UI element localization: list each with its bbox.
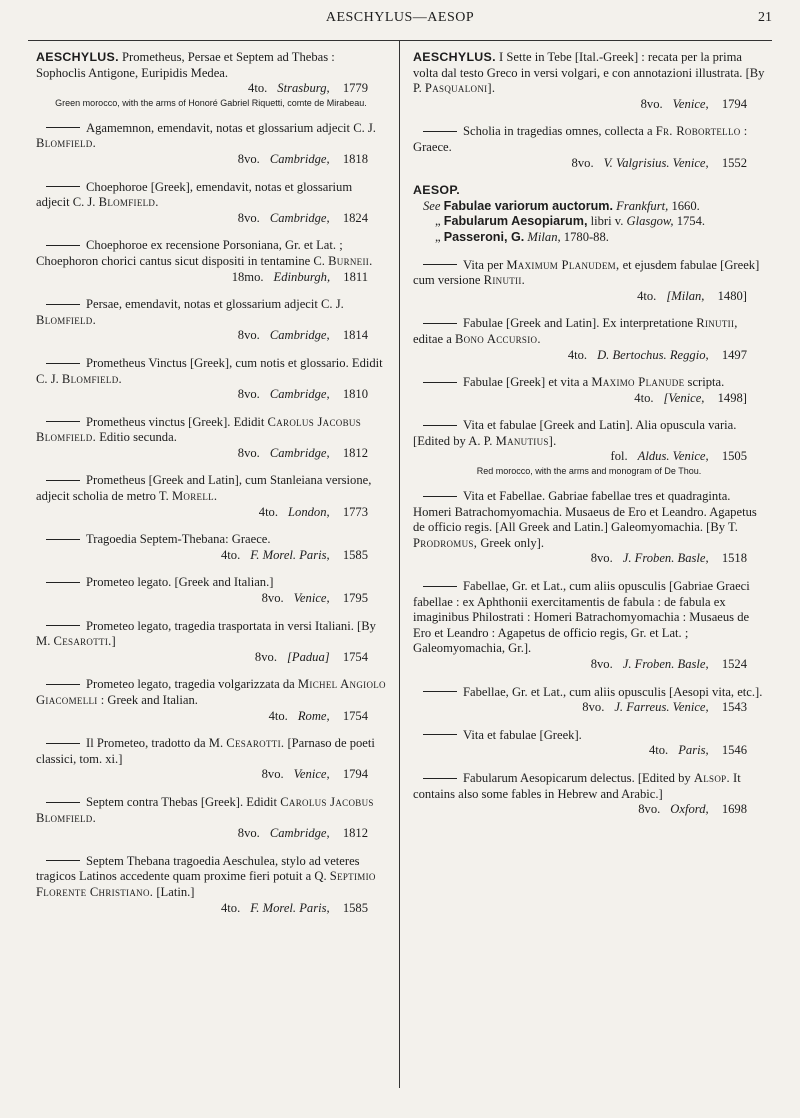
running-head: AESCHYLUS—AESOP — [325, 10, 475, 25]
entry-text — [413, 375, 765, 391]
entry-title: Fabellae, Gr. et Lat., cum aliis opusculis [Gabriae Graeci fabellae : ex Aphthonii exercitamentis de fabula : de fabula ex imaginibus Philostrati : Homeri Batrachomyomachia : Musaeus de Ero et Leandro : Agapetus de officio regis, Gr. et Lat. ; Galeomyomachia, Gr.]. — [413, 579, 750, 656]
ditto-dash — [423, 323, 457, 324]
entry-imprint — [36, 387, 386, 403]
entry-imprint — [36, 591, 386, 607]
header-rule — [28, 40, 772, 41]
ditto-dash — [423, 734, 457, 735]
entry-format: 8vo. — [237, 328, 260, 343]
entry-name: Manutius]. — [495, 433, 557, 448]
see-also-year: 1780-88. — [563, 229, 609, 244]
entry-imprint — [36, 650, 386, 666]
entry-place: F. Morel. Paris, — [250, 900, 330, 915]
entry-text — [36, 50, 386, 81]
ditto-dash — [46, 363, 80, 364]
entry-text — [36, 854, 386, 901]
entry-text — [413, 316, 765, 347]
entry-name: Carolus Jacobus Blomfield. — [36, 414, 361, 445]
entry-imprint — [36, 211, 386, 227]
entry-text — [36, 473, 386, 504]
entry-text — [413, 183, 765, 199]
entry-place: V. Valgrisius. Venice, — [603, 155, 709, 170]
entry-year: 1505 — [721, 449, 747, 464]
see-also-place: Glasgow, — [626, 214, 674, 229]
catalog-entry — [413, 258, 765, 305]
catalog-entry — [36, 238, 386, 285]
see-also-title: Passeroni, G. — [443, 229, 525, 244]
entry-title: Septem contra Thebas [Greek]. Edidit — [86, 794, 278, 809]
right-column — [413, 50, 765, 830]
ditto-dash — [46, 421, 80, 422]
entry-format: 8vo. — [254, 649, 277, 664]
entry-imprint — [36, 826, 386, 842]
entry-title-continued: et ejusdem fabulae [Greek] cum versione — [413, 257, 760, 288]
entry-year: 1779 — [342, 81, 368, 96]
entry-title: Choephoroe [Greek], emendavit, notas et glossarium adjecit C. J. — [36, 179, 353, 210]
entry-title-continued: scripta. — [684, 375, 725, 390]
entry-name: Cesarotti. — [226, 736, 285, 751]
entry-place: Cambridge, — [269, 387, 330, 402]
ditto-dash — [423, 382, 457, 383]
entry-year: 1754 — [342, 708, 368, 723]
entry-title: Vita per — [463, 257, 504, 272]
ditto-dash — [46, 127, 80, 128]
entry-title: Agamemnon, emendavit, notas et glossarium adjecit C. J. — [86, 120, 376, 135]
entry-place: F. Morel. Paris, — [250, 547, 330, 562]
entry-name: Carolus Jacobus Blomfield. — [36, 794, 374, 825]
entry-year: 1810 — [342, 387, 368, 402]
entry-place: J. Froben. Basle, — [622, 657, 709, 671]
entry-year: 1518 — [721, 551, 747, 566]
entry-name: Blomfield. — [61, 371, 122, 386]
entry-text — [413, 579, 765, 657]
catalog-entry — [36, 575, 386, 606]
ditto-dash — [46, 539, 80, 540]
catalog-entry — [36, 180, 386, 227]
entry-imprint — [413, 802, 765, 818]
entry-imprint — [413, 551, 765, 567]
entry-year: 1546 — [721, 743, 747, 758]
entry-title: Prometheus vinctus [Greek]. Edidit — [86, 414, 265, 429]
entry-imprint — [413, 449, 765, 465]
see-also-title: Fabulae variorum auctorum. — [443, 198, 613, 213]
see-also-extra: libri v. — [590, 214, 624, 229]
entry-year: 1585 — [342, 547, 368, 562]
entry-title: Fabulae [Greek] et vita a — [463, 375, 589, 390]
entry-text — [36, 415, 386, 446]
entry-format: 4to. — [637, 288, 657, 303]
catalog-entry — [36, 473, 386, 520]
entry-heading: AESCHYLUS. — [36, 50, 119, 64]
entry-imprint — [413, 348, 765, 364]
entry-year: 1543 — [721, 700, 747, 715]
entry-name: Maximo Planude — [591, 375, 685, 390]
entry-name: Fr. Robortello — [655, 124, 741, 139]
catalog-entry — [413, 685, 765, 716]
entry-imprint — [36, 709, 386, 725]
entry-title: Scholia in tragedias omnes, collecta a — [463, 124, 653, 139]
entry-place: [Venice, — [663, 390, 705, 405]
see-also-line — [413, 214, 765, 230]
entry-imprint — [36, 81, 386, 97]
entry-text — [413, 489, 765, 551]
see-label: See — [423, 198, 441, 213]
catalog-entry — [36, 297, 386, 344]
entry-place: D. Bertochus. Reggio, — [597, 347, 709, 362]
entry-title: Fabularum Aesopicarum delectus. [Edited by — [463, 770, 691, 785]
entry-place: Cambridge, — [269, 826, 330, 841]
entry-name: Morell. — [171, 489, 218, 504]
entry-format: 8vo. — [237, 826, 260, 841]
column-divider — [399, 41, 400, 1088]
entry-name: Pasqualoni]. — [424, 81, 496, 96]
entry-format: 8vo. — [590, 551, 613, 566]
entry-title: Prometheus Vinctus [Greek], cum notis et glossario. Edidit C. J. — [36, 355, 383, 386]
ditto-dash — [423, 425, 457, 426]
entry-imprint — [413, 700, 765, 716]
catalog-entry — [413, 50, 765, 112]
catalog-entry — [413, 771, 765, 818]
entry-place: Cambridge, — [269, 210, 330, 225]
entry-title: Septem Thebana tragoedia Aeschulea, stylo ad veteres tragicos Latinos accedente quam proxime fieri potuit a Q. — [36, 853, 360, 884]
catalog-entry — [413, 579, 765, 673]
entry-title-continued: [Latin.] — [153, 884, 195, 899]
see-also-line — [413, 230, 765, 246]
entry-place: J. Farreus. Venice, — [614, 700, 709, 715]
catalog-entry — [36, 677, 386, 724]
entry-text — [36, 677, 386, 708]
entry-name: Blomfield. — [36, 312, 97, 327]
entry-text — [413, 50, 765, 97]
entry-year: 1818 — [342, 151, 368, 166]
ditto-dash — [46, 684, 80, 685]
entry-format: 8vo. — [640, 96, 663, 111]
entry-year: 1698 — [721, 802, 747, 817]
entry-name: Rinutii, — [696, 316, 738, 331]
entry-year: 1794 — [721, 96, 747, 111]
entry-place: Paris, — [678, 743, 709, 758]
see-also-line — [413, 199, 765, 215]
catalog-entry — [36, 356, 386, 403]
entry-title: Prometeo legato, tragedia trasportata in versi Italiani. [By M. — [36, 618, 376, 649]
entry-text — [36, 297, 386, 328]
ditto-dash — [423, 778, 457, 779]
ditto-dash — [46, 743, 80, 744]
entry-place: Oxford, — [670, 802, 709, 817]
entry-name: Septimio Florente Christiano. — [36, 869, 376, 899]
entry-year: 1824 — [342, 210, 368, 225]
entry-title-continued: Greek only]. — [477, 535, 544, 550]
ditto-dash — [46, 802, 80, 803]
entry-title: Prometeo legato, tragedia volgarizzata da — [86, 677, 295, 692]
entry-name: Blomfield. — [36, 136, 97, 151]
entry-place: Cambridge, — [269, 445, 330, 460]
entry-place: Aldus. Venice, — [637, 449, 709, 464]
entry-title: Prometheus [Greek and Latin], cum Stanleiana versione, adjecit scholia de metro T. — [36, 473, 372, 504]
entry-format: 8vo. — [237, 387, 260, 402]
entry-year: 1794 — [342, 767, 368, 782]
entry-title: Prometeo legato. [Greek and Italian.] — [86, 575, 274, 590]
entry-place: Venice, — [672, 96, 709, 111]
catalog-entry — [413, 489, 765, 567]
ditto-mark: „ — [435, 229, 441, 244]
entry-title-continued: Editio secunda. — [96, 430, 177, 445]
entry-name: Alsop. — [693, 770, 730, 785]
entry-format: 4to. — [268, 708, 288, 723]
entry-place: [Milan, — [666, 288, 705, 303]
entry-format: 18mo. — [231, 269, 264, 284]
entry-imprint — [36, 328, 386, 344]
entry-imprint — [413, 289, 765, 305]
entry-title: Fabulae [Greek and Latin]. Ex interpretatione — [463, 316, 694, 331]
see-also-year: 1660. — [671, 198, 700, 213]
entry-place: Rome, — [297, 708, 330, 723]
catalog-entry — [413, 728, 765, 759]
ditto-dash — [423, 131, 457, 132]
ditto-dash — [46, 625, 80, 626]
entry-format: 4to. — [634, 390, 654, 405]
entry-name: Maximum Planudem, — [506, 257, 620, 272]
catalog-entry — [36, 619, 386, 666]
entry-format: 4to. — [248, 81, 268, 96]
ditto-dash — [46, 860, 80, 861]
entry-text — [413, 124, 765, 155]
entry-text — [413, 418, 765, 449]
entry-title: Il Prometeo, tradotto da M. — [86, 736, 224, 751]
see-also-place: Milan, — [527, 229, 561, 244]
catalog-entry — [413, 375, 765, 406]
entry-text — [36, 736, 386, 767]
catalog-entry — [413, 183, 765, 245]
page-number: 21 — [758, 10, 772, 25]
entry-text — [36, 180, 386, 211]
ditto-dash — [46, 582, 80, 583]
entry-title-continued: [Parnaso de poeti classici, tom. xi.] — [36, 736, 375, 766]
entry-text — [413, 771, 765, 802]
ditto-dash — [423, 586, 457, 587]
entry-format: 8vo. — [638, 802, 661, 817]
ditto-dash — [46, 186, 80, 187]
entry-text — [36, 356, 386, 387]
ditto-dash — [423, 691, 457, 692]
entry-name: Bono Accursio. — [454, 331, 541, 346]
entry-place: London, — [288, 504, 330, 519]
entry-title-continued: It contains also some fables in Hebrew and Arabic.] — [413, 770, 741, 801]
entry-year: 1552 — [721, 155, 747, 170]
entry-place: Venice, — [293, 591, 330, 606]
entry-place: Cambridge, — [269, 151, 330, 166]
entry-year: 1773 — [342, 504, 368, 519]
entry-name: Rinutii. — [483, 273, 526, 288]
entry-format: 8vo. — [237, 445, 260, 460]
entry-text — [413, 685, 765, 701]
entry-heading: AESCHYLUS. — [413, 50, 496, 64]
entry-title: Tragoedia Septem-Thebana: Graece. — [86, 532, 271, 547]
entry-format: 8vo. — [261, 767, 284, 782]
entry-title: Vita et fabulae [Greek]. — [463, 727, 582, 742]
entry-imprint — [36, 548, 386, 564]
entry-format: 4to. — [258, 504, 279, 519]
entry-place: Cambridge, — [269, 328, 330, 343]
entry-format: fol. — [610, 449, 628, 464]
entry-year: 1795 — [342, 591, 368, 606]
entry-year: 1498] — [717, 390, 747, 405]
ditto-dash — [46, 245, 80, 246]
catalog-entry — [36, 50, 386, 109]
page-header — [28, 10, 772, 32]
entry-place: J. Froben. Basle, — [622, 551, 709, 566]
entry-year: 1812 — [342, 445, 368, 460]
entry-imprint — [36, 270, 386, 286]
entry-place: Venice, — [293, 767, 330, 782]
entry-place: Strasburg, — [277, 81, 330, 96]
see-also-title: Fabularum Aesopiarum, — [443, 214, 588, 229]
entry-place: [Padua] — [286, 649, 330, 664]
entry-imprint — [413, 657, 765, 673]
entry-name: Prodromus, — [413, 535, 478, 550]
entry-format: 4to. — [567, 347, 588, 362]
entry-name: Burneii. — [328, 253, 373, 268]
entry-title: Vita et fabulae [Greek and Latin]. Alia opuscula varia. [Edited by A. P. — [413, 418, 737, 448]
see-also-year: 1754. — [676, 214, 706, 229]
entry-year: 1812 — [342, 826, 368, 841]
catalog-entry — [36, 532, 386, 563]
entry-note: Green morocco, with the arms of Honoré Gabriel Riquetti, comte de Mirabeau. — [55, 97, 367, 108]
entry-place: Edinburgh, — [273, 269, 331, 284]
entry-year: 1754 — [342, 649, 368, 664]
catalog-entry — [36, 854, 386, 916]
entry-year: 1497 — [721, 347, 747, 362]
entry-text — [36, 532, 386, 548]
entry-format: 8vo. — [582, 700, 605, 715]
entry-year: 1585 — [342, 900, 368, 915]
entry-name: Cesarotti.] — [53, 634, 117, 649]
see-also-place: Frankfurt, — [616, 198, 669, 213]
entry-title: Vita et Fabellae. Gabriae fabellae tres et quadraginta. Homeri Batrachomyomachia. Musaeus de Ero et Leandro. Agapetus de officio regis. [All Greek and Latin.] Galeomyomachia. [By T. — [413, 489, 757, 535]
entry-text — [36, 121, 386, 152]
entry-title: Choephoroe ex recensione Porsoniana, Gr. et Lat. ; Choephoron chorici cantus sicut dispositi in tentamine C. — [36, 238, 343, 268]
entry-imprint — [413, 391, 765, 407]
entry-imprint — [36, 446, 386, 462]
catalog-entry — [36, 795, 386, 842]
entry-title: Fabellae, Gr. et Lat., cum aliis opusculis [Aesopi vita, etc.]. — [463, 684, 763, 699]
entry-format: 4to. — [220, 547, 241, 562]
entry-text — [36, 575, 386, 591]
entry-format: 8vo. — [571, 155, 594, 170]
entry-title: I Sette in Tebe [Ital.-Greek] : recata per la prima volta dal testo Greco in versi volgari, e con annotazioni illustrata. [By P. — [413, 50, 765, 96]
entry-year: 1480] — [717, 288, 747, 303]
entry-name: Michel Angiolo Giacomelli — [36, 677, 386, 707]
entry-title: Persae, emendavit, notas et glossarium adjecit C. J. — [86, 297, 344, 312]
catalog-entry — [36, 415, 386, 462]
entry-text — [36, 238, 386, 269]
entry-format: 8vo. — [237, 151, 260, 166]
entry-format: 8vo. — [261, 591, 284, 606]
entry-title: Prometheus, Persae et Septem ad Thebas : Sophoclis Antigone, Euripidis Medea. — [36, 50, 335, 80]
entry-year: 1814 — [342, 328, 368, 343]
entry-note: Red morocco, with the arms and monogram of De Thou. — [476, 466, 702, 477]
catalog-entry — [413, 316, 765, 363]
entry-year: 1524 — [721, 657, 747, 671]
left-column — [36, 50, 386, 928]
entry-title-continued: : Greek and Italian. — [97, 693, 198, 707]
ditto-mark: „ — [435, 214, 441, 229]
entry-format: 4to. — [648, 743, 669, 758]
entry-text — [413, 258, 765, 289]
entry-name: Blomfield. — [98, 195, 159, 210]
entry-imprint — [36, 767, 386, 783]
entry-imprint — [36, 901, 386, 917]
entry-year: 1811 — [343, 269, 368, 284]
ditto-dash — [423, 264, 457, 265]
catalog-entry — [36, 121, 386, 168]
entry-text — [36, 795, 386, 826]
entry-text — [36, 619, 386, 650]
entry-text — [413, 728, 765, 744]
entry-imprint — [36, 505, 386, 521]
catalog-entry — [36, 736, 386, 783]
entry-heading: AESOP. — [413, 183, 461, 198]
entry-imprint — [413, 156, 765, 172]
catalog-entry — [413, 418, 765, 477]
ditto-dash — [423, 496, 457, 497]
entry-format: 8vo. — [237, 210, 260, 225]
entry-title-continued: editae a — [413, 331, 452, 346]
entry-imprint — [36, 152, 386, 168]
entry-imprint — [413, 743, 765, 759]
entry-imprint — [413, 97, 765, 113]
ditto-dash — [46, 480, 80, 481]
entry-format: 4to. — [220, 900, 241, 915]
catalog-entry — [413, 124, 765, 171]
ditto-dash — [46, 304, 80, 305]
entry-title-continued: : Graece. — [413, 124, 748, 154]
entry-format: 8vo. — [590, 657, 613, 671]
